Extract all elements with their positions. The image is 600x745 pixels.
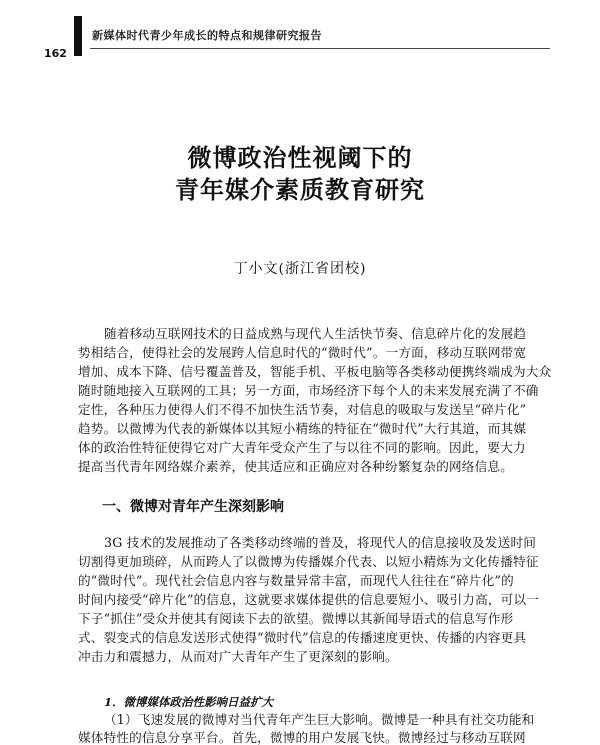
author-line: 丁小文(浙江省团校) <box>233 261 367 277</box>
section-line: 3G 技术的发展推动了各类移动终端的普及，将现代人的信息接收及发送时间 <box>104 535 537 550</box>
section-line: 下子“抓住”受众并使其有阅读下去的欲望。微博以其新闻导语式的信息写作形 <box>78 611 514 626</box>
section-heading: 一、微博对青年产生深刻影响 <box>102 499 284 515</box>
header-bar <box>74 16 82 56</box>
page-number: 162 <box>44 47 67 60</box>
intro-line: 趋势。以微博为代表的新媒体以其短小精练的特征在“微时代”大行其道，而其媒 <box>78 421 527 436</box>
section-line: 的“微时代”。现代社会信息内容与数量异常丰富，而现代人往往在“碎片化”的 <box>78 573 514 588</box>
article-title-line-1: 微博政治性视阈下的 <box>187 143 413 172</box>
subheading: 1．微博媒体政治性影响日益扩大 <box>104 695 273 709</box>
running-header: 新媒体时代青少年成长的特点和规律研究报告 <box>92 29 322 42</box>
intro-line: 增加、成本下降、信号覆盖普及，智能手机、平板电脑等各类移动便携终端成为大众 <box>78 364 552 379</box>
intro-line: 随时随地接入互联网的工具；另一方面，市场经济下每个人的未来发展充满了不确 <box>78 383 539 398</box>
header-rule <box>90 48 550 49</box>
subsection-line: 媒体特性的信息分享平台。首先，微博的用户发展飞快。微博经过与移动互联网 <box>78 730 526 745</box>
intro-line: 提高当代青年网络媒介素养，使其适应和正确应对各种纷繁复杂的网络信息。 <box>78 459 513 474</box>
section-line: 切割得更加琐碎，从而跨人了以微博为传播媒介代表、以短小精炼为文化传播特征 <box>78 554 539 569</box>
section-line: 时间内接受“碎片化”的信息，这就要求媒体提供的信息要短小、吸引力高，可以一 <box>78 592 540 607</box>
intro-line: 随着移动互联网技术的日益成熟与现代人生活快节奏、信息碎片化的发展趋 <box>104 326 527 341</box>
section-line: 式、裂变式的信息发送形式使得“微时代”信息的传播速度更快、传播的内容更具 <box>78 630 527 645</box>
intro-line: 势相结合，使得社会的发展跨人信息时代的“微时代”。一方面，移动互联网带宽 <box>78 345 527 360</box>
article-title-line-2: 青年媒介素质教育研究 <box>175 175 425 204</box>
intro-line: 体的政治性特征使得它对广大青年受众产生了与以往不同的影响。因此，要大力 <box>78 440 526 455</box>
section-line: 冲击力和震撼力，从而对广大青年产生了更深刻的影响。 <box>78 649 398 664</box>
intro-line: 定性，各种压力使得人们不得不加快生活节奏，对信息的吸取与发送呈“碎片化” <box>78 402 527 417</box>
subsection-line: （1）飞速发展的微博对当代青年产生巨大影响。微博是一种具有社交功能和 <box>104 712 535 727</box>
